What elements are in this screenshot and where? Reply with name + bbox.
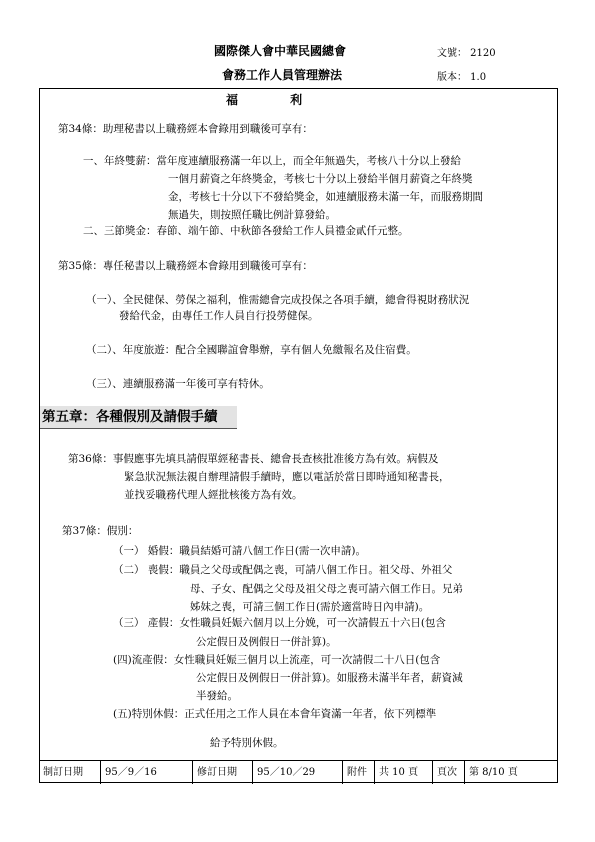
- leave-miscarriage-line-1: (四)流產假：女性職員妊娠三個月以上流產，可一次請假二十八日(包含: [113, 654, 441, 666]
- leave-funeral-line-3: 姊妹之喪，可請三個工作日(需於適當時日內申請)。: [190, 601, 430, 613]
- leave-special-line-1: (五)特別休假：正式任用之工作人員在本會年資滿一年者，依下列標準: [113, 708, 437, 720]
- leave-funeral-line-2: 母、子女、配偶之父母及祖父母之喪可請六個工作日。兄弟: [190, 583, 463, 595]
- footer-table: [39, 760, 558, 784]
- article-35-item-3: （三）、連續服務滿一年後可享有特休。: [86, 378, 270, 390]
- section-heading: 福 利: [226, 93, 327, 107]
- org-title: 國際傑人會中華民國總會: [214, 44, 347, 58]
- total-pages: 共 10 頁: [375, 761, 433, 784]
- article-34-item-1-line-4: 無過失，則按照任職比例計算發給。: [168, 209, 336, 221]
- article-34-item-1-line-3: 金，考核七十分以下不發給獎金，如連續服務未滿一年，而服務期間: [168, 191, 483, 203]
- article-34-item-1-line-1: 一、年終雙薪：當年度連續服務滿一年以上，而全年無過失，考核八十分以上發給: [83, 155, 461, 167]
- doc-number: 文號： 2120: [437, 48, 496, 59]
- page-number: 第 8/10 頁: [469, 767, 518, 778]
- article-34-item-1-line-2: 一個月薪資之年終獎金，考核七十分以上發給半個月薪資之年終獎: [168, 173, 473, 185]
- leave-special-line-2: 給予特別休假。: [210, 737, 284, 749]
- article-37-head: 第37條：假別：: [62, 525, 139, 537]
- chapter-heading: 第五章：各種假別及請假手續: [40, 406, 237, 429]
- article-34-item-2: 二、三節獎金：春節、端午節、中秋節各發給工作人員禮金貳仟元整。: [83, 225, 409, 237]
- article-35-head: 第35條：專任秘書以上職務經本會錄用到職後可享有：: [58, 260, 313, 272]
- created-date-value: 95／9／16: [101, 761, 193, 784]
- article-35-item-2: （二）、年度旅遊：配合全國聯誼會舉辦，享有個人免繳報名及住宿費。: [86, 344, 417, 356]
- leave-marriage: （一） 婚假：職員結婚可請八個工作日(需一次申請)。: [113, 545, 367, 557]
- page-label: 頁次: [433, 761, 465, 784]
- revised-date-label: 修訂日期: [193, 761, 253, 784]
- leave-miscarriage-line-2: 公定假日及例假日一併計算)。如服務未滿半年者，薪資減: [196, 672, 463, 684]
- leave-maternity-line-2: 公定假日及例假日一併計算)。: [196, 636, 337, 648]
- leave-miscarriage-line-3: 半發給。: [196, 690, 238, 702]
- leave-maternity-line-1: （三） 產假：女性職員妊娠六個月以上分娩，可一次請假五十六日(包含: [113, 617, 446, 629]
- article-34-head: 第34條：助理秘書以上職務經本會錄用到職後可享有：: [58, 123, 313, 135]
- leave-funeral-line-1: （二） 喪假：職員之父母或配偶之喪，可請八個工作日。祖父母、外祖父: [113, 564, 453, 576]
- revised-date-value: 95／10／29: [253, 761, 343, 784]
- doc-version: 版本： 1.0: [437, 72, 487, 83]
- article-36-line-1: 第36條：事假應事先填具請假單經秘書長、總會長查核批准後方為有效。病假及: [68, 453, 439, 465]
- created-date-label: 制訂日期: [39, 761, 101, 784]
- attachment-label: 附件: [343, 761, 375, 784]
- article-35-item-1-line-2: 發給代金，由專任工作人員自行投勞健保。: [119, 310, 319, 322]
- article-36-line-3: 並找妥職務代理人經批核後方為有效。: [124, 489, 303, 501]
- article-36-line-2: 緊急狀況無法親自辦理請假手續時，應以電話於當日即時通知秘書長，: [124, 471, 450, 483]
- doc-title: 會務工作人員管理辦法: [222, 68, 343, 82]
- article-35-item-1-line-1: （一）、全民健保、勞保之福利，惟需總會完成投保之各項手續，總會得視財務狀況: [86, 294, 470, 306]
